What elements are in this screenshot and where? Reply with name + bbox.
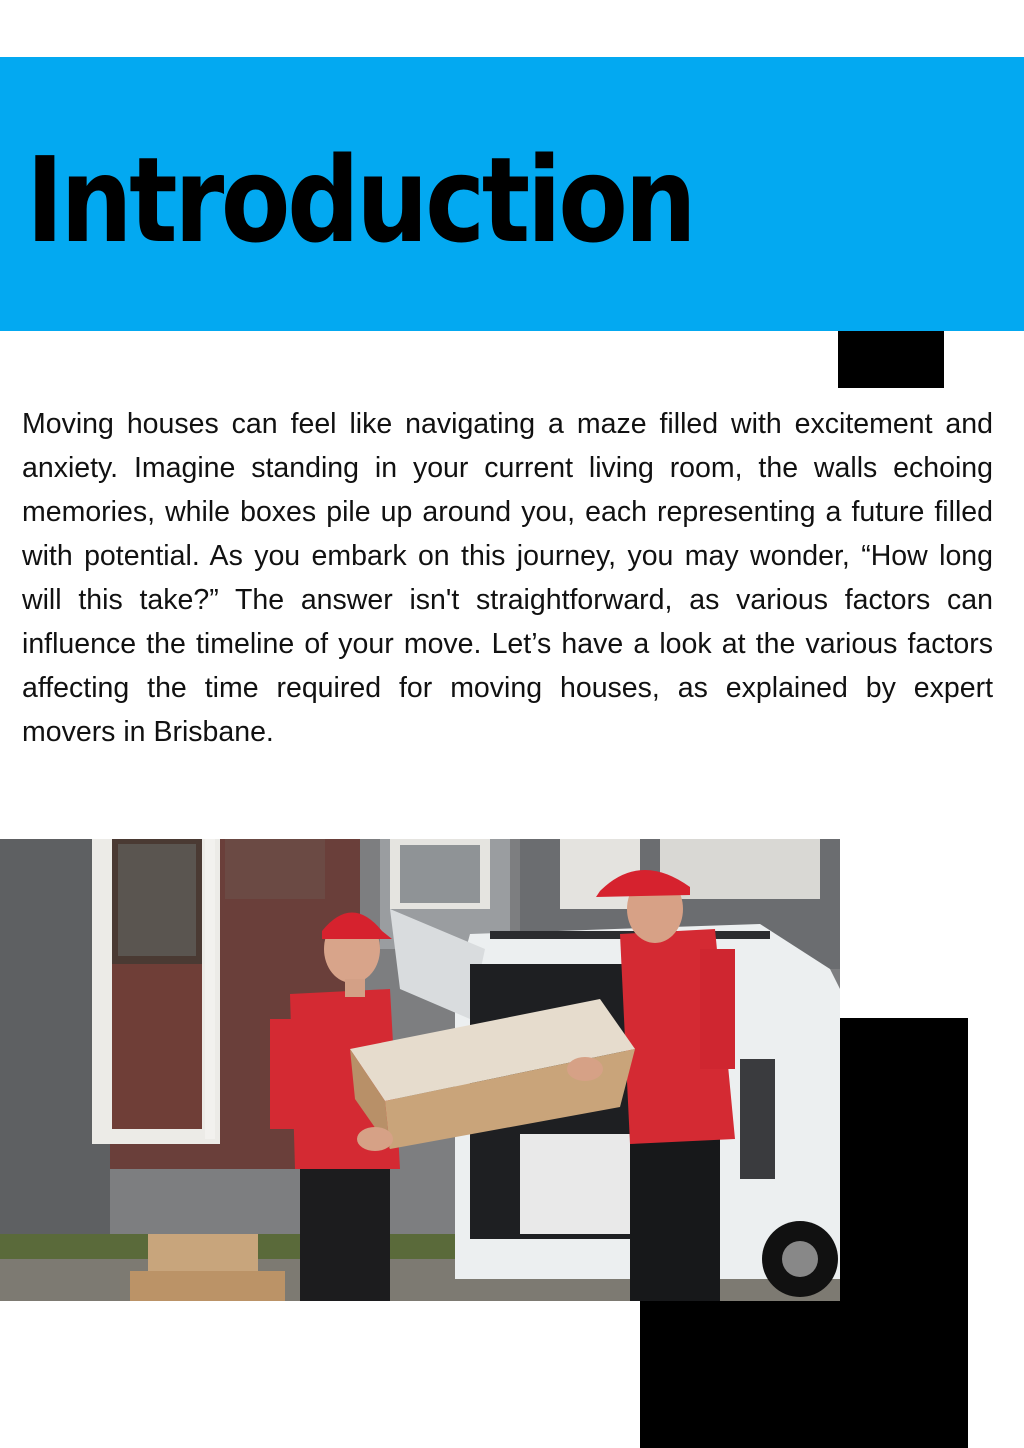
- page-title: Introduction: [26, 131, 694, 269]
- intro-paragraph: Moving houses can feel like navigating a maze filled with excitement and anxiety. Imagine standing in your current living room, the walls echoing memories, while boxes pile up around you, each representing a future filled with potential. As you embark on this journey, you may wonder, “How long will this take?” The answer isn't straightforward, as various factors can influence the timeline of your move. Let’s have a look at the various factors affecting the time required for moving houses, as explained by expert movers in Brisbane.: [22, 408, 993, 748]
- decorative-black-block-top: [838, 331, 944, 388]
- movers-photo: [0, 839, 840, 1301]
